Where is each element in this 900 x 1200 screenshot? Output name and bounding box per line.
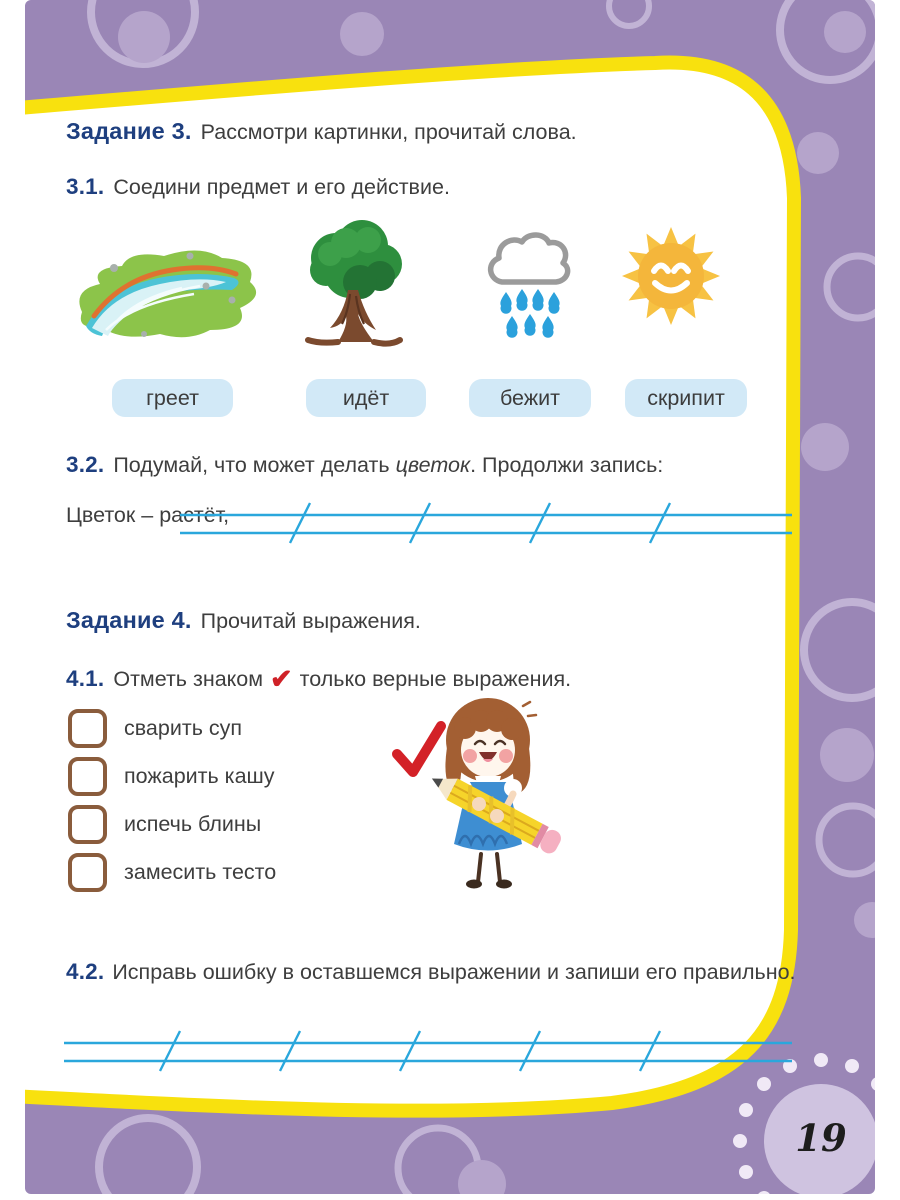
task3-instruction: Рассмотри картинки, прочитай слова. — [200, 120, 577, 144]
page-number: 19 — [795, 1116, 847, 1160]
task3-2-instruction: Подумай, что может делать цветок. Продолжи запись: — [113, 453, 664, 477]
red-checkmark-icon: ✔ — [270, 664, 293, 694]
task3-2-answer-prefix: Цветок – растёт, — [66, 503, 230, 527]
checkbox-row — [68, 805, 261, 844]
task4-2-label: 4.2. — [66, 959, 105, 984]
rain-cloud-illustration — [476, 224, 580, 346]
girl-with-pencil-illustration — [383, 692, 598, 897]
task3-2-heading — [66, 452, 663, 478]
checkbox[interactable] — [68, 853, 107, 892]
task3-1-heading — [66, 174, 450, 200]
checkbox-label: пожарить кашу — [124, 764, 275, 788]
task3-2-label: 3.2. — [66, 452, 105, 477]
checkbox[interactable] — [68, 757, 107, 796]
tree-illustration — [296, 218, 408, 348]
task3-1-instruction: Соедини предмет и его действие. — [113, 175, 450, 199]
sun-illustration — [620, 224, 722, 328]
task4-2-heading — [66, 954, 798, 990]
answer-lines-3-2[interactable] — [178, 500, 794, 544]
checkbox[interactable] — [68, 805, 107, 844]
task4-2-instruction: Исправь ошибку в оставшемся выражении и запиши его правильно. — [112, 960, 796, 984]
checkbox[interactable] — [68, 709, 107, 748]
checkbox-row — [68, 853, 276, 892]
checkbox-row — [68, 757, 275, 796]
answer-lines-4-2[interactable] — [62, 1028, 794, 1072]
word-pill-bezhit[interactable]: бежит — [469, 379, 591, 417]
river-illustration — [72, 238, 267, 350]
task4-instruction: Прочитай выражения. — [200, 609, 421, 633]
task3-label: Задание 3. — [66, 118, 192, 144]
raindrops — [500, 289, 559, 338]
checkbox-label: замесить тесто — [124, 860, 277, 884]
checkbox-label: испечь блины — [124, 812, 262, 836]
checkbox-row — [68, 709, 242, 748]
task4-1-instruction: Отметь знаком ✔ только верные выражения. — [113, 664, 572, 694]
word-pill-skripit[interactable]: скрипит — [625, 379, 747, 417]
word-pill-greet[interactable]: греет — [112, 379, 233, 417]
word-pill-idet[interactable]: идёт — [306, 379, 426, 417]
task4-label: Задание 4. — [66, 607, 192, 633]
task3-1-label: 3.1. — [66, 174, 105, 199]
task4-heading — [66, 607, 421, 634]
checkbox-label: сварить суп — [124, 716, 243, 740]
red-checkmark-icon — [397, 726, 441, 772]
task3-heading — [66, 118, 577, 145]
task4-1-label: 4.1. — [66, 666, 105, 691]
task4-1-heading — [66, 662, 571, 693]
